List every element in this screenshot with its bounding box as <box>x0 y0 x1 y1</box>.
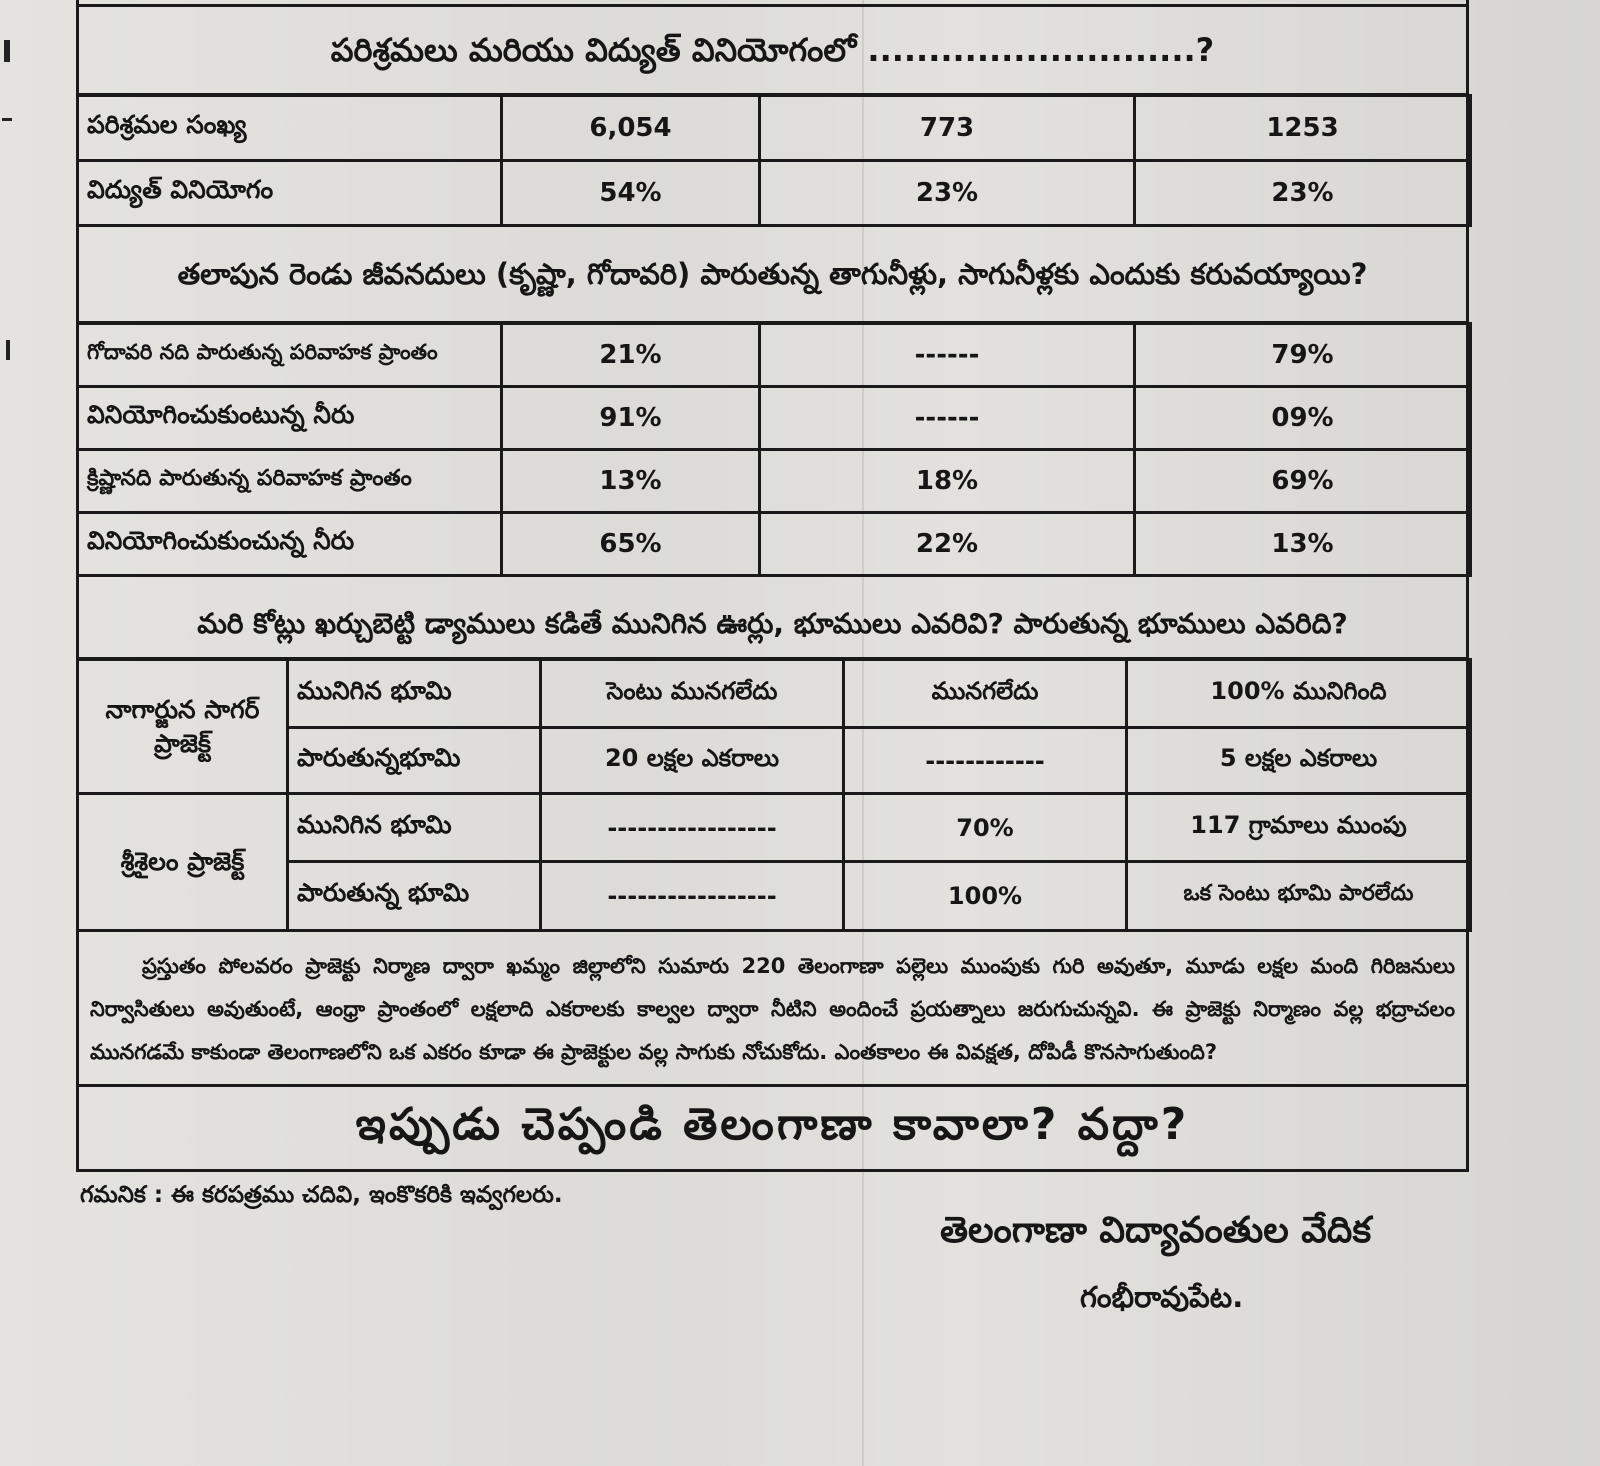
table-row <box>78 794 1471 862</box>
table-row <box>78 324 1471 387</box>
value-cell: 65% <box>502 513 760 576</box>
project-name: నాగార్జున సాగర్ ప్రాజెక్ట్ <box>78 660 288 794</box>
row-label: విద్యుత్ వినియోగం <box>78 161 502 226</box>
organization-name: తెలంగాణా విద్యావంతుల వేదిక <box>940 1210 1372 1251</box>
value-cell: 22% <box>760 513 1135 576</box>
edge-mark <box>4 40 10 62</box>
value-cell: మునగలేదు <box>844 660 1127 728</box>
value-cell: 18% <box>760 450 1135 513</box>
row-label: పారుతున్న భూమి <box>288 862 541 931</box>
value-cell: 54% <box>502 161 760 226</box>
value-cell: 5 లక్షల ఎకరాలు <box>1127 728 1471 794</box>
place-name: గంభీరావుపేట. <box>1080 1280 1244 1314</box>
value-cell: 79% <box>1135 324 1471 387</box>
rivers-table <box>76 322 1472 577</box>
value-cell: 100% <box>844 862 1127 931</box>
table-row <box>78 660 1471 728</box>
value-cell: 13% <box>1135 513 1471 576</box>
value-cell: 23% <box>760 161 1135 226</box>
table-row <box>78 161 1471 226</box>
project-name: శ్రీశైలం ప్రాజెక్ట్ <box>78 794 288 931</box>
value-cell: 6,054 <box>502 96 760 161</box>
industries-table <box>76 94 1472 227</box>
value-cell: 773 <box>760 96 1135 161</box>
slogan: ఇప్పుడు చెప్పండి తెలంగాణా కావాలా? వద్దా? <box>355 1098 1190 1150</box>
edge-mark <box>2 118 12 121</box>
dams-heading: మరి కోట్లు ఖర్చుబెట్టి డ్యాములు కడితే మునిగిన ఊర్లు, భూములు ఎవరివి? పారుతున్న భూములు ఎవరిది? <box>76 591 1469 660</box>
value-cell: సెంటు మునగలేదు <box>541 660 844 728</box>
value-cell: 23% <box>1135 161 1471 226</box>
edge-mark <box>6 340 10 360</box>
value-cell: 100% మునిగింది <box>1127 660 1471 728</box>
value-cell: ----------------- <box>541 794 844 862</box>
polavaram-paragraph: ప్రస్తుతం పోలవరం ప్రాజెక్టు నిర్మాణ ద్వారా ఖమ్మం జిల్లాలోని సుమారు 220 తెలంగాణా పల్లెలు ముంపుకు గురి అవుతూ, మూడు లక్షల మంది గిరిజనులు నిర్వాసితులు అవుతుంటే, ఆంధ్రా ప్రాంతంలో లక్షలాది ఎకరాలకు కాల్వల ద్వారా నీటిని అందించే ప్రయత్నాలు జరుగుచున్నవి. ఈ ప్రాజెక్టు నిర్మాణం వల్ల భద్రాచలం మునగడమే కాకుండా తెలంగాణలోని ఒక ఎకరం కూడా ఈ ప్రాజెక్టుల వల్ల సాగుకు నోచుకోదు. ఎంతకాలం ఈ వివక్షత, దోపిడీ కొనసాగుతుంది? <box>76 931 1469 1087</box>
value-cell: ------ <box>760 324 1135 387</box>
value-cell: ------ <box>760 387 1135 450</box>
row-label: పరిశ్రమల సంఖ్య <box>78 96 502 161</box>
rivers-heading: తలాపున రెండు జీవనదులు (కృష్ణా, గోదావరి) పారుతున్న తాగునీళ్లు, సాగునీళ్లకు ఎందుకు కరువయ్యాయి? <box>76 228 1469 324</box>
row-label: వినియోగించుకుంటున్న నీరు <box>78 387 502 450</box>
value-cell: 69% <box>1135 450 1471 513</box>
row-label: మునిగిన భూమి <box>288 660 541 728</box>
row-label: మునిగిన భూమి <box>288 794 541 862</box>
value-cell: 70% <box>844 794 1127 862</box>
value-cell: 117 గ్రామాలు ముంపు <box>1127 794 1471 862</box>
value-cell: 09% <box>1135 387 1471 450</box>
dams-table <box>76 658 1472 932</box>
table-row <box>78 450 1471 513</box>
value-cell: 91% <box>502 387 760 450</box>
value-cell: 1253 <box>1135 96 1471 161</box>
value-cell: ఒక సెంటు భూమి పారలేదు <box>1127 862 1471 931</box>
value-cell: 21% <box>502 324 760 387</box>
value-cell: 20 లక్షల ఎకరాలు <box>541 728 844 794</box>
table-row <box>78 387 1471 450</box>
row-label: వినియోగించుకుంచున్న నీరు <box>78 513 502 576</box>
value-cell: 13% <box>502 450 760 513</box>
table-row <box>78 513 1471 576</box>
footer-note: గమనిక : ఈ కరపత్రము చదివి, ఇంకొకరికి ఇవ్వగలరు. <box>80 1182 563 1208</box>
value-cell: ------------ <box>844 728 1127 794</box>
value-cell: ----------------- <box>541 862 844 931</box>
row-label: క్రిష్ణానది పారుతున్న పరివాహక ప్రాంతం <box>78 450 502 513</box>
table-row <box>78 96 1471 161</box>
row-label: పారుతున్నభూమి <box>288 728 541 794</box>
row-label: గోదావరి నది పారుతున్న పరివాహక ప్రాంతం <box>78 324 502 387</box>
industries-heading: పరిశ్రమలు మరియు విద్యుత్ వినియోగంలో ...........................? <box>76 7 1469 96</box>
